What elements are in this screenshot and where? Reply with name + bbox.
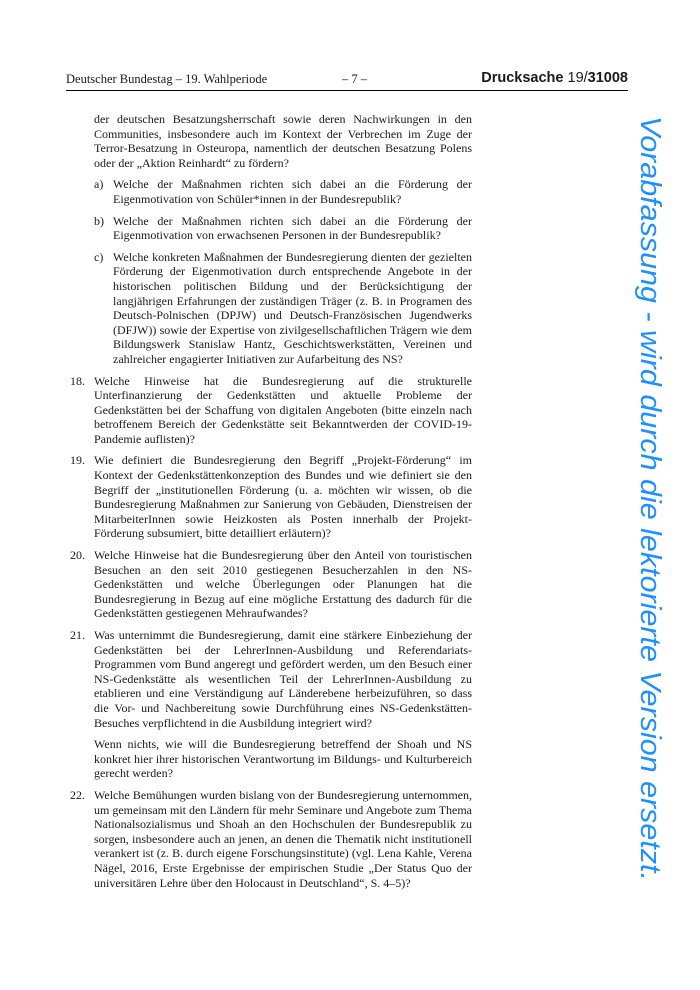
- subquestion-label: a): [94, 177, 104, 192]
- draft-watermark: [585, 112, 685, 887]
- question-number: 22.: [70, 787, 85, 802]
- subquestion-text: Welche konkreten Maßnahmen der Bundesregierung dienten der gezielten Förderung der Eigenmotivation durch entsprechende Angebote in der historischen politischen Bildung und der Berücksichtigung der langjährigen Erfahrungen der zuständigen Träger (z. B. in Programen des Deutsch-Polnischen (DPJW) und Deutsch-Französischen Jugendwerks (DFJW)) sowie der Expertise von zivilgesellschaftlichen Trägern wie dem Bildungswerk Stanislaw Hantz, Geschichtswerkstätten, Vereinen und zahlreicher engagierter Initiativen zur Aufarbeitung des NS?: [113, 249, 472, 366]
- page-header: [66, 70, 628, 91]
- subquestion-b: [70, 214, 472, 243]
- header-parliament: Deutscher Bundestag – 19. Wahlperiode: [66, 72, 268, 86]
- question-18: [70, 374, 472, 447]
- document-period: 19/: [563, 70, 588, 86]
- watermark-text: Vorabfassung - wird durch die lektorierte Version ersetzt.: [634, 116, 666, 845]
- document-body: [70, 112, 472, 890]
- question-21: [70, 628, 472, 730]
- document-id: 31008: [587, 70, 628, 86]
- watermark-svg: [585, 112, 685, 887]
- subquestion-a: [70, 177, 472, 206]
- intro-paragraph: der deutschen Besatzungsherrschaft sowie deren Nachwirkungen in den Communities, insbesondere auch im Kontext der Verbrechen im Zuge der Terror-Besatzung in Osteuropa, namentlich der deutschen Besatzung Polens oder der „Aktion Reinhardt“ zu fördern?: [94, 112, 472, 170]
- question-22: [70, 788, 472, 890]
- question-text: Welche Bemühungen wurden bislang von der Bundesregierung unternommen, um gemeinsam mit den Ländern für mehr Seminare und Angebote zum Thema Nationalsozialismus und Shoah an den Hochschulen der Bundesrepublik zu sorgen, insbesondere auch an jenen, an denen die Thematik nicht institutionell verankert ist (z. B. durch eigene Forschungsinstitute) (vgl. Lena Kahle, Verena Nägel, 2016, Erste Ergebnisse der empirischen Studie „Der Status Quo der universitären Lehre über den Holocaust in Deutschland“, S. 4–5)?: [94, 787, 473, 890]
- subquestion-c: [70, 250, 472, 367]
- question-text: Was unternimmt die Bundesregierung, damit eine stärkere Einbeziehung der Gedenkstätten bei der LehrerInnen-Ausbildung und Referendariats-Programmen vom Bund angeregt und gefördert werden, um den Besuch einer NS-Gedenkstätte als wesentlichen Teil der LehrerInnen-Ausbildung zu etablieren und eine Verständigung auf Länderebene herbeizuführen, so dass die Vor- und Nachbereitung sowie Durchführung eines NS-Gedenkstätten-Besuches verpflichtend in die Ausbildung integriert wird?: [94, 628, 472, 730]
- question-20: [70, 548, 472, 621]
- subquestion-text: Welche der Maßnahmen richten sich dabei an die Förderung der Eigenmotivation von Schüler*innen in der Bundesrepublik?: [113, 177, 472, 206]
- question-number: 18.: [70, 373, 85, 388]
- question-number: 19.: [70, 453, 85, 468]
- question-number: 21.: [70, 628, 85, 642]
- document-label: Drucksache: [481, 70, 564, 86]
- question-text: Welche Hinweise hat die Bundesregierung über den Anteil von touristischen Besuchen an den seit 2010 gestiegenen Besucherzahlen in den NS-Gedenkstätten und welche Überlegungen oder Planungen hat die Bundesregierung in Bezug auf eine mögliche Erstattung des dadurch für die Gedenkstätten gestiegenen Mehraufwandes?: [94, 548, 472, 621]
- subquestion-label: c): [94, 249, 104, 264]
- question-number: 20.: [70, 548, 85, 563]
- page-number: – 7 –: [342, 72, 367, 86]
- question-text: Wie definiert die Bundesregierung den Begriff „Projekt-Förderung“ im Kontext der Gedenkstättenkonzeption des Bundes und wie definiert sie den Begriff der „institutionellen Förderung (u. a. möchten wir wissen, ob die Bundesregierung Maßnahmen zur Sanierung von Gebäuden, Dienstreisen der MitarbeiterInnen sowie Heizkosten als Posten innerhalb der Projekt-Förderung subsumiert, bitte detailliert erläutern)?: [94, 453, 472, 541]
- document-number: [481, 70, 628, 86]
- subquestion-text: Welche der Maßnahmen richten sich dabei an die Förderung der Eigenmotivation von erwachsenen Personen in der Bundesrepublik?: [113, 213, 472, 243]
- question-21-continuation: Wenn nichts, wie will die Bundesregierung betreffend der Shoah und NS konkret hier ihrer historischen Verantwortung im Bildungs- und Kulturbereich gerecht werden?: [94, 737, 472, 781]
- question-19: [70, 453, 472, 541]
- subquestion-label: b): [94, 213, 104, 228]
- question-text: Welche Hinweise hat die Bundesregierung auf die strukturelle Unterfinanzierung der Gedenkstätten und aktuelle Probleme der Gedenkstätten bei der Schaffung von digitalen Angeboten (bitte einzeln nach betroffenem Bereich der Gedenkstätte seit Bekanntwerden der COVID-19-Pandemie auflisten)?: [94, 373, 472, 446]
